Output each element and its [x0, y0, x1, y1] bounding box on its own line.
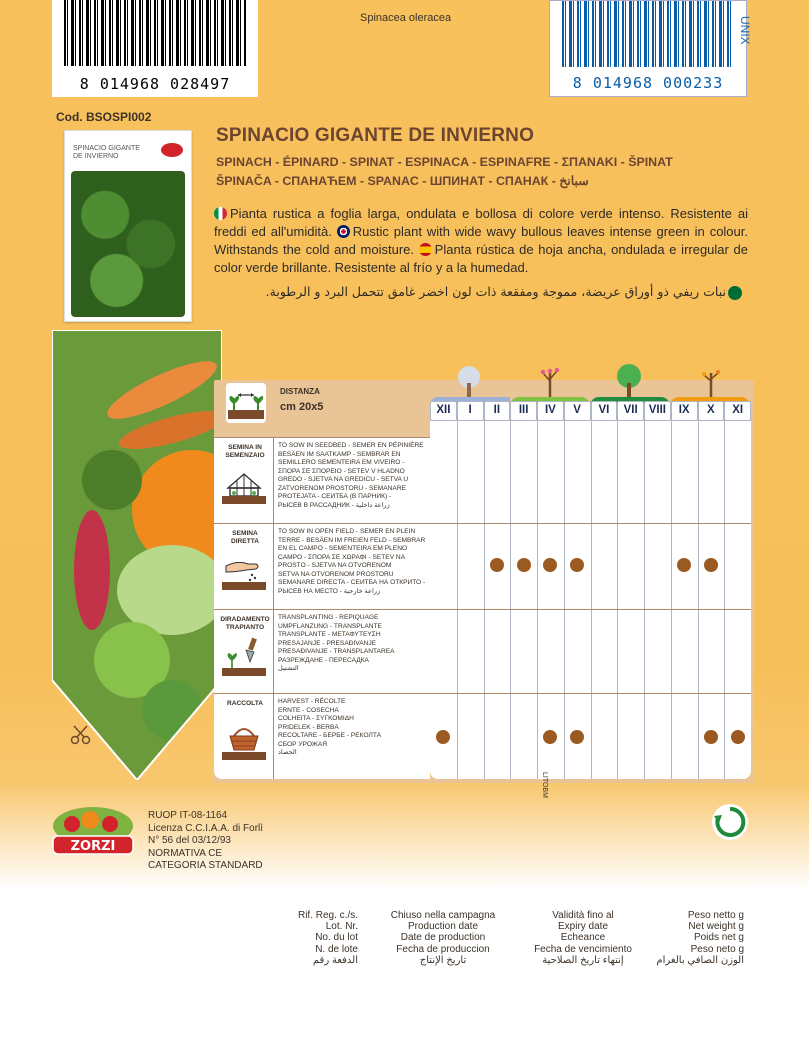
product-code: Cod. BSOSPI002: [56, 110, 152, 124]
zorzi-logo: [50, 806, 136, 858]
product-photo-card: [64, 130, 192, 322]
row-direct-sow: [214, 523, 430, 609]
row-divider: [430, 523, 751, 524]
month-label: VIII: [644, 401, 671, 421]
barcode-tag: UNIX: [738, 16, 752, 45]
month-label: X: [698, 401, 725, 421]
column-divider: [698, 421, 699, 779]
footer-production-date: Chiuso nella campagna Production date Date de production Fecha de produccion تاريخ الإنتاج: [390, 910, 496, 966]
description-en: Rustic plant with wide wavy bullous leaves intense green in colour. Withstands the cold and moisture.: [214, 224, 748, 257]
recycle-icon: [712, 804, 748, 840]
spain-flag-icon: [419, 243, 432, 256]
row-divider: [430, 693, 751, 694]
lit-code: LITOBM: [541, 772, 548, 798]
column-divider: [644, 421, 645, 779]
row-head: [214, 524, 274, 609]
vegetable-arrow-strip: [52, 330, 222, 780]
product-subtitle: [216, 153, 776, 191]
month-label: IX: [671, 401, 698, 421]
trowel-icon: [222, 636, 266, 676]
hand-sowing-icon: [222, 550, 266, 590]
footer-net-weight: Peso netto g Net weight g Poids net g Peso neto g الوزن الصافي بالغرام: [656, 910, 744, 966]
row-title: SEMINA IN SEMENZAIO: [225, 444, 265, 459]
spinach-photo: [71, 171, 185, 317]
company-info: RUOP IT-08-1164 Licenza C.C.I.A.A. di Forlì N° 56 del 03/12/93 NORMATIVA CE CATEGORIA STANDARD: [148, 810, 264, 871]
barcode-number: 8 014968 000233: [572, 74, 724, 92]
distance-value: cm 20x5: [280, 401, 324, 413]
row-harvest: [214, 693, 430, 779]
product-title: SPINACIO GIGANTE DE INVIERNO: [216, 125, 535, 146]
month-label: XI: [724, 401, 751, 421]
column-divider: [510, 421, 511, 779]
description-es: Planta rústica de hoja ancha, ondulada e irregular de color verde brillante. Resistente al frío y a la humedad.: [214, 242, 748, 275]
autumn-tree-icon: [696, 363, 726, 399]
barcode-bars: [562, 1, 734, 67]
description-ar: نبات ريفي ذو أوراق عريضة، مموجة ومفقعة ذات لون اخضر غامق تتحمل البرد و الرطوبة.: [265, 284, 726, 299]
calendar-dot: [490, 558, 504, 572]
greenhouse-icon: [222, 464, 266, 504]
row-transplant: [214, 609, 430, 693]
month-label: VI: [591, 401, 618, 421]
month-label: III: [510, 401, 537, 421]
barcode-right: [549, 0, 747, 97]
column-divider: [724, 421, 725, 779]
scissors-icon: [70, 724, 92, 746]
barcode-left: [52, 0, 258, 97]
month-label: V: [564, 401, 591, 421]
calendar-dot: [731, 730, 745, 744]
subtitle-line: SPINACH - ÉPINARD - SPINAT - ESPINACA - ESPINAFRE - ΣΠΑΝΑΚΙ - ŠPINAT: [216, 155, 673, 169]
italy-flag-icon: [214, 207, 227, 220]
month-label: I: [457, 401, 484, 421]
month-label: XII: [430, 401, 457, 421]
column-divider: [591, 421, 592, 779]
month-header: [430, 401, 751, 421]
footer-lot: Rif. Reg. c./s. Lot. Nr. No. du lot N. de lote الدفعة رقم: [297, 910, 358, 966]
month-label: VII: [617, 401, 644, 421]
sowing-calendar: [214, 365, 754, 783]
row-title: SEMINA DIRETTA: [230, 530, 260, 545]
footer-expiry-date: Validità fino al Expiry date Echeance Fecha de vencimiento إنتهاء تاريخ الصلاحية: [534, 910, 632, 966]
calendar-dot: [704, 730, 718, 744]
row-text: TRANSPLANTING - REPIQUAGE UMPFLANZUNG - TRANSPLANTE TRANSPLANTE - ΜΕΤΑΦΥΤΕΥΣΗ PRESAJANJE - PRESAĐIVANJE PRESAĐIVANJE - TRANSPLANTAREA РАЗРЕЖДАНЕ - ПЕРЕСАДКА التشتيل: [278, 614, 395, 672]
latin-name: Spinacea oleracea: [360, 12, 452, 24]
barcode-bars: [64, 0, 246, 66]
column-divider: [457, 421, 458, 779]
product-description: [214, 205, 748, 277]
seedling-spacing-icon: [226, 383, 266, 423]
calendar-dot: [704, 558, 718, 572]
column-divider: [537, 421, 538, 779]
uk-flag-icon: [337, 225, 350, 238]
row-head: [214, 610, 274, 693]
month-label: II: [484, 401, 511, 421]
row-title: RACCOLTA: [226, 700, 263, 707]
month-label: IV: [537, 401, 564, 421]
summer-tree-icon: [614, 363, 644, 399]
row-head: [214, 438, 274, 523]
barcode-number: 8 014968 028497: [79, 75, 231, 93]
description-it: Pianta rustica a foglia larga, ondulata e bollosa di colore verde intenso. Resistente ai freddi ed all'umidità.: [214, 206, 748, 239]
column-divider: [671, 421, 672, 779]
photo-card-title: SPINACIO GIGANTE DE INVIERNO: [73, 145, 140, 160]
winter-tree-icon: [454, 363, 484, 399]
row-head: [214, 694, 274, 779]
column-divider: [484, 421, 485, 779]
column-divider: [564, 421, 565, 779]
row-text: TO SOW IN SEEDBED - SEMER EN PÉPINIÈRE BESÄEN IM SAATKAMP - SEMBRAR EN SEMILLERO SEMENTEIRA EM VIVEIRO - ΣΠΟΡΑ ΣΕ ΣΠΟΡΕΙΟ - SETEV V HLADNO GREDO - SJETVA NA GREDICU - SETVA U ZATVORENOM PROSTORU - SEMANARE PROTEJATA - СЕИТБА (В ПАРНИК) - РЫСЕВ В РАССАДНИК - زراعة داخلية: [278, 442, 424, 509]
row-divider: [430, 609, 751, 610]
subtitle-line: ŠPINAČA - СПАНАЋЕМ - SPANAC - ШПИНАТ - СПАНАК - سبانخ: [216, 174, 589, 188]
row-text: TO SOW IN OPEN FIELD - SEMER EN PLEIN TERRE - BESÄEN IM FREIEN FELD - SEMBRAR EN EL CAMPO - SEMENTEIRA EM PLENO CAMPO - ΣΠΟΡΑ ΣΕ ΧΩΡΑΦΙ - SETEV NA PROSTO - SJETVA NA OTVORENOM SETVA NA OTVORENOM PROSTORU SEMANARE DIRECTA - СЕИТБА НА ОТКРИТО - РЫСЕВ НА МЕСТО - زراعة خارجية: [278, 528, 426, 595]
row-seedbed: [214, 437, 430, 523]
zorzi-mini-logo: [161, 143, 183, 157]
row-text: HARVEST - RÉCOLTE ERNTE - COSECHA COLHEITA - ΣΥΓΚΟΜΙΔΗ PRIDELEK - BERBA RECOLTARE - БЕРБЕ - РЕКОЛТА СБОР УРОЖАЯ الحصاد: [278, 698, 382, 756]
column-divider: [617, 421, 618, 779]
row-title: DIRADAMENTO TRAPIANTO: [220, 616, 270, 631]
spring-tree-icon: [535, 363, 565, 399]
basket-icon: [222, 720, 266, 760]
calendar-dot: [517, 558, 531, 572]
saudi-flag-icon: [728, 286, 742, 300]
logo-text: ZORZI: [70, 839, 116, 854]
distance-label: DISTANZA: [280, 387, 320, 396]
